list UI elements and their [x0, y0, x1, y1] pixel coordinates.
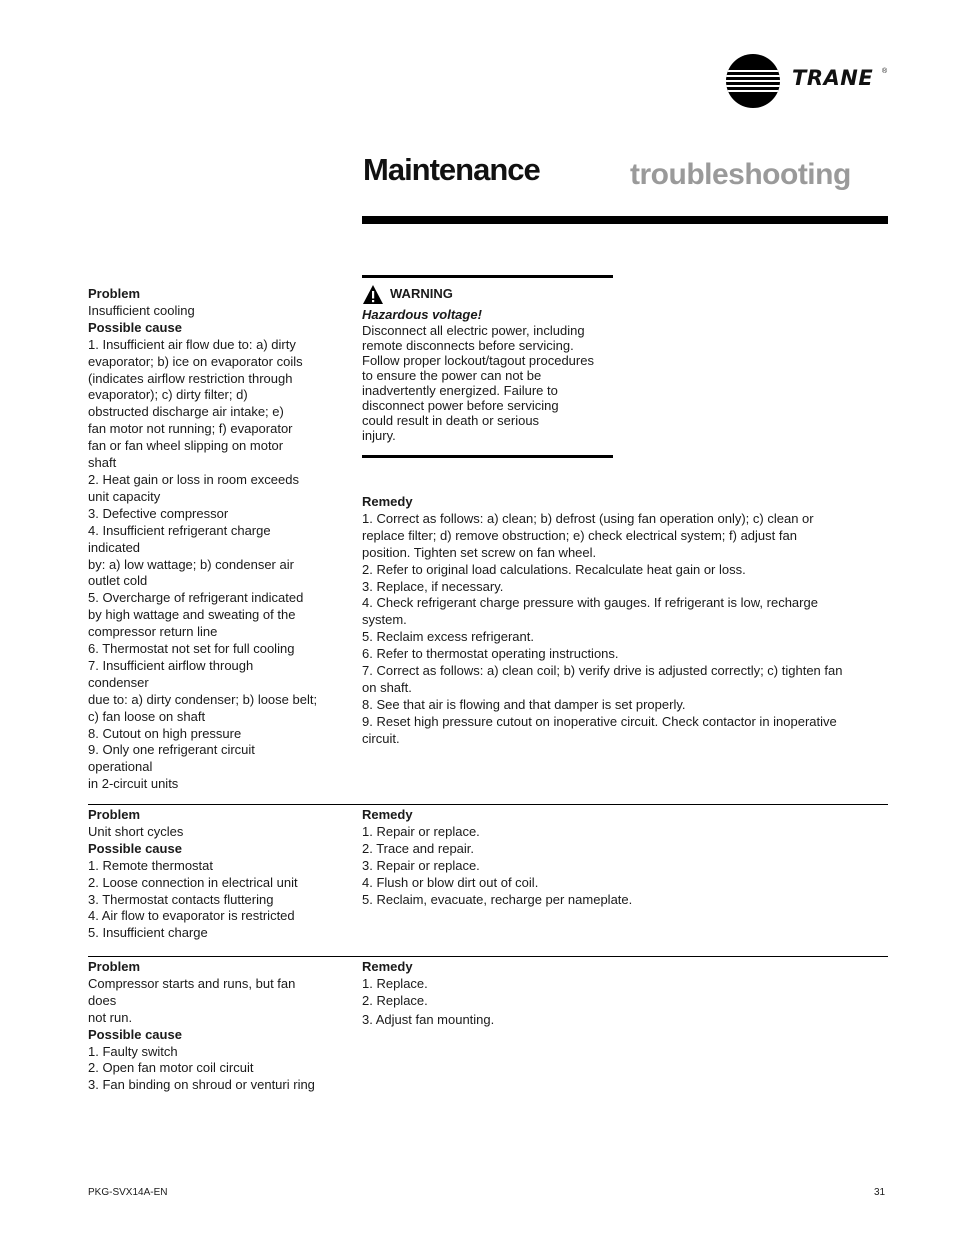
cause-line: evaporator); c) dirty filter; d) [88, 387, 248, 403]
section-divider [88, 804, 888, 805]
footer-page-number: 31 [874, 1187, 886, 1198]
cause-label: Possible cause [88, 319, 182, 335]
cause-label: Possible cause [88, 1026, 182, 1042]
remedy-line: 2. Replace. [362, 992, 428, 1008]
problem-text: Insufficient cooling [88, 302, 195, 318]
warning-line: disconnect power before servicing [362, 398, 559, 413]
remedy-line: 9. Reset high pressure cutout on inoperative circuit. Check contactor in inoperative [362, 713, 837, 729]
cause-line: 1. Remote thermostat [88, 857, 213, 873]
cause-line: indicated [88, 539, 141, 555]
page-title: Maintenance [363, 152, 540, 187]
section-1-problem-column [88, 286, 338, 793]
cause-line: unit capacity [88, 488, 161, 504]
remedy-line: system. [362, 612, 407, 628]
remedy-line: circuit. [362, 730, 400, 746]
remedy-line: 1. Replace. [362, 975, 428, 991]
warning-line: injury. [362, 428, 396, 443]
cause-line: 4. Air flow to evaporator is restricted [88, 908, 295, 924]
cause-line: 9. Only one refrigerant circuit [88, 742, 255, 758]
remedy-line: 7. Correct as follows: a) clean coil; b) verify drive is adjusted correctly; c) tighten fan [362, 663, 843, 679]
remedy-label: Remedy [362, 494, 413, 509]
trane-logo [724, 52, 894, 110]
trane-logo-mark-icon [724, 52, 782, 110]
remedy-label: Remedy [362, 959, 413, 974]
section-3-problem-column [88, 959, 338, 1094]
remedy-line: 2. Trace and repair. [362, 840, 475, 856]
warning-line: inadvertently energized. Failure to [362, 383, 558, 398]
cause-line: operational [88, 759, 153, 775]
remedy-line: on shaft. [362, 679, 412, 695]
warning-line: remote disconnects before servicing. [362, 338, 574, 353]
remedy-line: 5. Reclaim excess refrigerant. [362, 629, 534, 645]
cause-line: 2. Loose connection in electrical unit [88, 874, 298, 890]
cause-line: in 2-circuit units [88, 776, 179, 792]
remedy-line: 2. Refer to original load calculations. Recalculate heat gain or loss. [362, 561, 746, 577]
remedy-line: 3. Repair or replace. [362, 857, 480, 873]
remedy-line: position. Tighten set screw on fan wheel. [362, 544, 597, 560]
cause-line: 1. Insufficient air flow due to: a) dirty [88, 336, 296, 352]
cause-line: 6. Thermostat not set for full cooling [88, 641, 295, 657]
cause-line: outlet cold [88, 573, 148, 589]
cause-line: (indicates airflow restriction through [88, 370, 293, 386]
warning-rule-top [362, 275, 613, 278]
problem-label: Problem [88, 286, 141, 301]
warning-line: could result in death or serious [362, 413, 540, 428]
section-2-remedy-column [362, 807, 888, 908]
warning-line: to ensure the power can not be [362, 368, 542, 383]
warning-rule-bottom [362, 455, 613, 458]
remedy-line: 3. Replace, if necessary. [362, 578, 504, 594]
footer-doc-id: PKG-SVX14A-EN [88, 1187, 168, 1198]
registered-mark: ® [882, 68, 888, 75]
cause-line: condenser [88, 674, 149, 690]
cause-line: 2. Heat gain or loss in room exceeds [88, 471, 299, 487]
cause-line: c) fan loose on shaft [88, 708, 206, 724]
cause-line: fan motor not running; f) evaporator [88, 421, 293, 437]
cause-line: shaft [88, 455, 117, 471]
cause-line: fan or fan wheel slipping on motor [88, 438, 284, 454]
warning-line: Disconnect all electric power, including [362, 323, 585, 338]
remedy-line: 8. See that air is flowing and that damper is set properly. [362, 696, 686, 712]
cause-line: by high wattage and sweating of the [88, 607, 296, 623]
cause-line: 4. Insufficient refrigerant charge [88, 522, 271, 538]
warning-text [362, 323, 594, 443]
cause-line: obstructed discharge air intake; e) [88, 404, 284, 420]
remedy-line: 1. Correct as follows: a) clean; b) defrost (using fan operation only); c) clean or [362, 510, 814, 526]
remedy-line: 4. Flush or blow dirt out of coil. [362, 874, 539, 890]
title-rule [362, 216, 888, 224]
cause-line: by: a) low wattage; b) condenser air [88, 556, 294, 572]
cause-line: due to: a) dirty condenser; b) loose belt; [88, 691, 318, 707]
warning-triangle-icon [362, 284, 384, 305]
cause-line: 3. Thermostat contacts fluttering [88, 891, 274, 907]
warning-label: WARNING [390, 286, 453, 301]
cause-line: 7. Insufficient airflow through [88, 657, 254, 673]
cause-line: 8. Cutout on high pressure [88, 725, 242, 741]
cause-line: compressor return line [88, 624, 218, 640]
cause-line: 1. Faulty switch [88, 1043, 178, 1059]
warning-title: Hazardous voltage! [362, 307, 482, 322]
section-divider [88, 956, 888, 957]
remedy-line: replace filter; d) remove obstruction; e) check electrical system; f) adjust fan [362, 527, 797, 543]
remedy-line: 4. Check refrigerant charge pressure with gauges. If refrigerant is low, recharge [362, 595, 818, 611]
remedy-label: Remedy [362, 807, 413, 822]
remedy-line: 5. Reclaim, evacuate, recharge per nameplate. [362, 891, 633, 907]
remedy-line: 1. Repair or replace. [362, 823, 480, 839]
warning-box [362, 275, 613, 458]
section-3-remedy-column [362, 959, 888, 1029]
problem-text: Compressor starts and runs, but fan [88, 975, 296, 991]
problem-text: does [88, 992, 117, 1008]
warning-line: Follow proper lockout/tagout procedures [362, 353, 594, 368]
cause-label: Possible cause [88, 840, 182, 856]
cause-line: 5. Overcharge of refrigerant indicated [88, 590, 304, 606]
remedy-line: 3. Adjust fan mounting. [362, 1011, 495, 1027]
page-subtitle: troubleshooting [630, 158, 851, 191]
cause-line: evaporator; b) ice on evaporator coils [88, 353, 303, 369]
brand-wordmark: TRANE [792, 66, 874, 90]
problem-text: not run. [88, 1009, 133, 1025]
cause-line: 3. Fan binding on shroud or venturi ring [88, 1077, 315, 1093]
problem-label: Problem [88, 959, 141, 974]
problem-label: Problem [88, 807, 141, 822]
cause-line: 5. Insufficient charge [88, 925, 208, 941]
remedy-line: 6. Refer to thermostat operating instructions. [362, 646, 619, 662]
section-2-problem-column [88, 807, 338, 942]
cause-line: 3. Defective compressor [88, 505, 229, 521]
cause-line: 2. Open fan motor coil circuit [88, 1060, 254, 1076]
problem-text: Unit short cycles [88, 823, 184, 839]
section-1-remedy-column [362, 494, 888, 748]
